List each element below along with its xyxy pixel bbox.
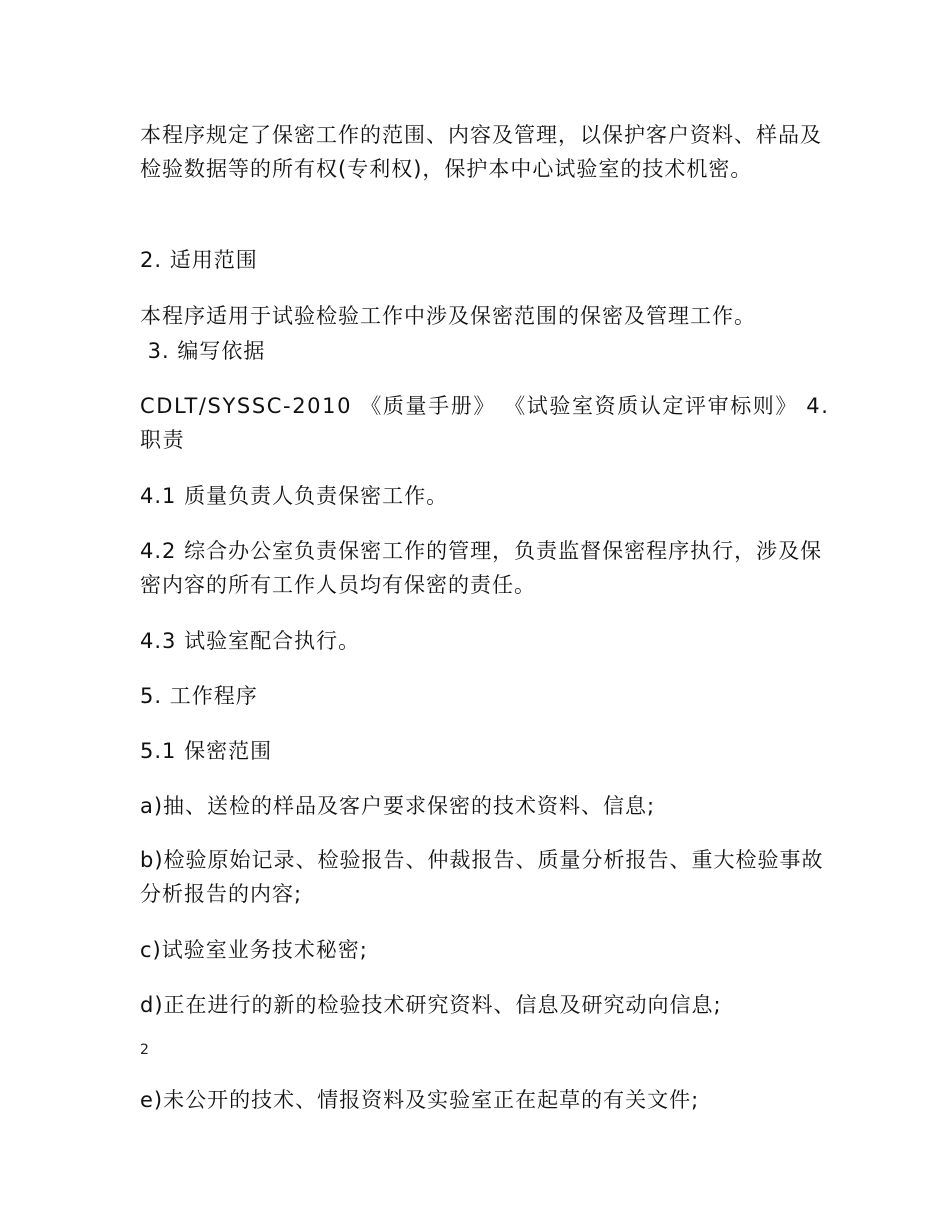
scope-paragraph: 本程序适用于试验检验工作中涉及保密范围的保密及管理工作。 (140, 304, 756, 328)
section-5-heading: 5. 工作程序 (140, 684, 258, 708)
item-b: b)检验原始记录、检验报告、仲裁报告、质量分析报告、重大检验事故分析报告的内容; (140, 848, 824, 906)
item-4-3: 4.3 试验室配合执行。 (140, 629, 361, 653)
item-e: e)未公开的技术、情报资料及实验室正在起草的有关文件; (140, 1088, 700, 1112)
basis-paragraph: CDLT/SYSSC-2010 《质量手册》 《试验室资质认定评审标则》 4. 职责 (140, 394, 830, 452)
item-4-1: 4.1 质量负责人负责保密工作。 (140, 484, 449, 508)
item-d: d)正在进行的新的检验技术研究资料、信息及研究动向信息; (140, 993, 722, 1017)
intro-paragraph: 本程序规定了保密工作的范围、内容及管理，以保护客户资料、样品及检验数据等的所有权(专利权)，保护本中心试验室的技术机密。 (140, 123, 822, 181)
item-5-1: 5.1 保密范围 (140, 739, 273, 763)
item-a: a)抽、送检的样品及客户要求保密的技术资料、信息; (140, 794, 656, 818)
page-number: 2 (140, 1042, 149, 1058)
section-2-heading: 2. 适用范围 (140, 248, 258, 272)
section-3-heading: 3. 编写依据 (140, 339, 266, 363)
item-4-2: 4.2 综合办公室负责保密工作的管理，负责监督保密程序执行，涉及保密内容的所有工作人员均有保密的责任。 (140, 539, 823, 597)
item-c: c)试验室业务技术秘密; (140, 938, 368, 962)
